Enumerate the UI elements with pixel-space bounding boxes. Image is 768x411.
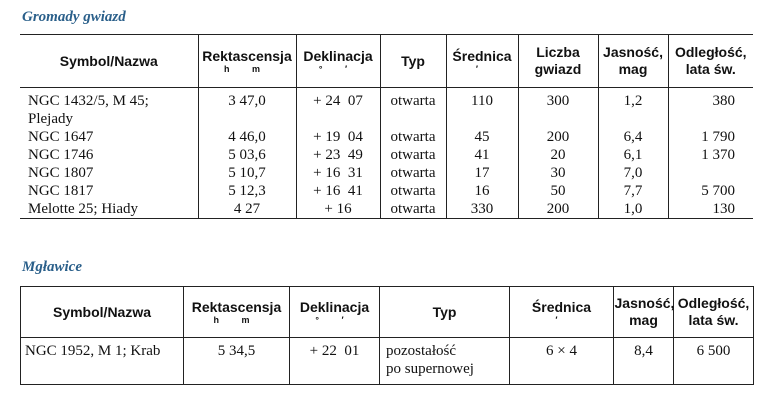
table-row [20,146,753,164]
cell-dec: + 24 07 [296,92,380,110]
cell-type: otwarta [380,128,446,146]
col-header-dec: Deklinacja ° ′ [296,35,380,88]
col-header-type: Typ [380,287,510,338]
cell-diameter: 41 [446,146,518,164]
cell-name: Melotte 25; Hiady [28,201,138,217]
cell-mag: 1,0 [598,200,668,219]
cell-dist: 380 [668,92,753,110]
cell-dec: + 16 31 [296,164,380,182]
cell-dec: + 16 41 [296,182,380,200]
cell-dist: 5 700 [668,182,753,200]
nebulae-title: Mgławice [22,259,82,275]
cell-dec: + 19 04 [296,128,380,146]
cell-count: 200 [518,128,598,146]
cell-ra: 4 46,0 [198,128,296,146]
table-row [21,338,754,385]
cell-ra: 5 10,7 [198,164,296,182]
cell-ra: 3 47,0 [198,92,296,110]
cell-count: 20 [518,146,598,164]
col-header-count: Liczba gwiazd [518,35,598,88]
cell-dist [668,110,753,128]
cell-diameter [446,110,518,128]
cell-mag: 6,1 [598,146,668,164]
nebulae-table [20,286,754,385]
cell-type: otwarta [380,164,446,182]
col-header-diameter: Średnica ′ [446,35,518,88]
cell-name: NGC 1952, M 1; Krab [25,343,161,359]
cell-diameter: 45 [446,128,518,146]
cell-ra: 5 12,3 [198,182,296,200]
cell-dist [668,164,753,182]
cell-name: NGC 1817 [28,183,94,199]
cell-dec [296,110,380,128]
cell-diameter: 110 [446,92,518,110]
cell-name: NGC 1807 [28,165,94,181]
cell-type: otwarta [380,182,446,200]
col-header-name: Symbol/Nazwa [21,287,184,338]
cell-ra: 5 03,6 [198,146,296,164]
table-row [20,200,753,219]
cell-count: 30 [518,164,598,182]
col-header-dist: Odległość, lata św. [674,287,754,338]
cell-name: NGC 1746 [28,147,94,163]
cell-count: 300 [518,92,598,110]
cell-diameter: 17 [446,164,518,182]
table-row [20,164,753,182]
cell-ra: 5 34,5 [184,338,290,385]
col-header-mag: Jasność, mag [598,35,668,88]
cell-count [518,110,598,128]
cell-diameter: 16 [446,182,518,200]
cell-mag: 1,2 [598,92,668,110]
cell-type [380,338,510,385]
cell-dec: + 16 [296,200,380,219]
cell-name: NGC 1647 [28,129,94,145]
cell-ra: 4 27 [198,200,296,219]
cell-count: 200 [518,200,598,219]
cell-dist: 6 500 [674,338,754,385]
cell-dist: 130 [668,200,753,219]
cell-mag: 7,0 [598,164,668,182]
cell-mag: 6,4 [598,128,668,146]
cell-count: 50 [518,182,598,200]
col-header-type: Typ [380,35,446,88]
cell-mag: 8,4 [614,338,674,385]
cell-mag: 7,7 [598,182,668,200]
table-row [20,128,753,146]
cell-dec: + 22 01 [290,338,380,385]
type-line-1: pozostałość [386,343,456,359]
cell-diameter: 330 [446,200,518,219]
cell-dist: 1 790 [668,128,753,146]
col-header-name: Symbol/Nazwa [20,35,198,88]
col-header-dec: Deklinacja ° ′ [290,287,380,338]
nebulae-header-row [21,287,754,338]
cell-type [380,110,446,128]
cell-ra [198,110,296,128]
cell-diameter: 6 × 4 [510,338,614,385]
type-line-2: po supernowej [386,361,474,377]
col-header-mag: Jasność, mag [614,287,674,338]
cell-dist: 1 370 [668,146,753,164]
cell-type: otwarta [380,200,446,219]
cell-name: NGC 1432/5, M 45; [28,93,149,109]
col-header-ra: Rektascensja h m [184,287,290,338]
cell-name: Plejady [28,111,73,127]
clusters-title: Gromady gwiazd [22,9,126,25]
col-header-dist: Odległość, lata św. [668,35,753,88]
col-header-diameter: Średnica ′ [510,287,614,338]
table-row [20,110,753,128]
col-header-ra: Rektascensja h m [198,35,296,88]
cell-mag [598,110,668,128]
cell-type: otwarta [380,146,446,164]
table-row [20,182,753,200]
cell-dec: + 23 49 [296,146,380,164]
clusters-header-row [20,35,753,88]
cell-type: otwarta [380,92,446,110]
clusters-table [20,34,753,219]
table-row [20,92,753,110]
